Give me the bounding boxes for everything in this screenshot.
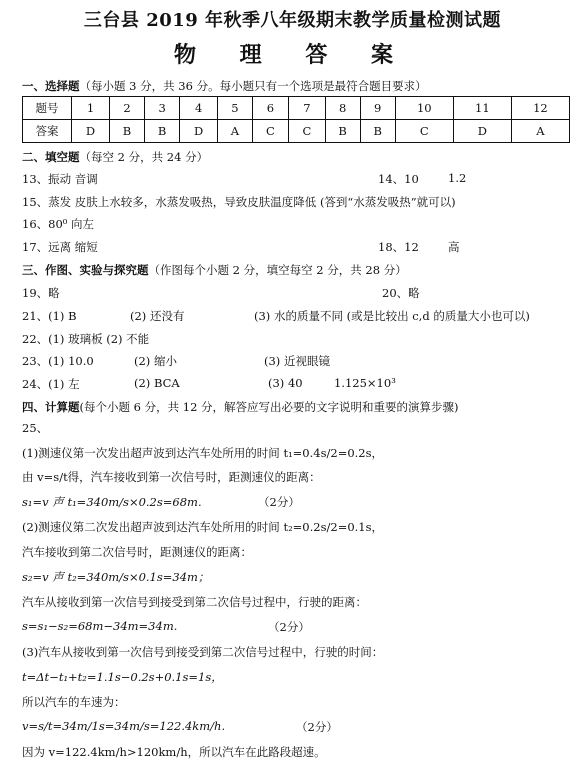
section-3-note: （作图每个小题 2 分，填空每空 2 分，共 28 分）	[148, 263, 407, 277]
section-1-note: （每小题 3 分，共 36 分。每小题只有一个选项是最符合题目要求）	[79, 79, 427, 93]
solution-line: t=Δt−t₁+t₂=1.1s−0.2s+0.1s=1s，	[22, 670, 223, 684]
section-2-header	[22, 149, 208, 165]
table-row-numbers	[23, 97, 570, 120]
answer-line: (3) 水的质量不同 (或是比较出 c,d 的质量大小也可以)	[254, 309, 530, 323]
table-cell: B	[360, 120, 395, 143]
table-cell: 3	[145, 97, 180, 120]
question-number: 25、	[22, 421, 49, 435]
table-cell: 8	[325, 97, 360, 120]
table-cell: B	[325, 120, 360, 143]
section-3-header	[22, 262, 407, 278]
solution-line: 所以汽车的车速为：	[22, 695, 126, 709]
answer-line: 22、(1) 玻璃板 (2) 不能	[22, 332, 150, 346]
answer-line: 23、(1) 10.0	[22, 354, 94, 368]
table-cell: D	[453, 120, 511, 143]
answer-table	[22, 96, 570, 143]
table-cell: 1	[72, 97, 110, 120]
table-cell: 6	[252, 97, 288, 120]
table-label-number: 题号	[23, 97, 72, 120]
table-cell: 2	[109, 97, 144, 120]
section-4-note: (每个小题 6 分，共 12 分，解答应写出必要的文字说明和重要的演算步骤)	[79, 400, 459, 414]
table-cell: B	[109, 120, 144, 143]
table-row-answers	[23, 120, 570, 143]
table-cell: 11	[453, 97, 511, 120]
solution-line: (2)测速仪第二次发出超声波到达汽车处所用的时间 t₂=0.2s/2=0.1s，	[22, 520, 384, 534]
solution-line: 由 v=s/t得，汽车接收到第一次信号时，距测速仪的距离：	[22, 470, 321, 484]
section-2-title: 二、填空题	[22, 150, 80, 164]
solution-line: s=s₁−s₂=68m−34m=34m.	[22, 619, 178, 633]
score-note: （2分）	[258, 495, 300, 509]
solution-line: 因为 v=122.4km/h>120km/h，所以汽车在此路段超速。	[22, 745, 326, 759]
solution-line: s₁=v 声 t₁=340m/s×0.2s=68m.	[22, 495, 202, 509]
table-cell: 4	[180, 97, 218, 120]
table-label-answer: 答案	[23, 120, 72, 143]
answer-line: (2) BCA	[134, 376, 180, 390]
solution-line: 汽车从接收到第一次信号到接受到第二次信号过程中，行驶的距离：	[22, 595, 367, 609]
answer-line: (3) 近视眼镜	[264, 354, 330, 368]
table-cell: C	[395, 120, 453, 143]
solution-line: (3)汽车从接收到第一次信号到接受到第二次信号过程中，行驶的时间：	[22, 645, 384, 659]
answer-line: 18、12	[378, 240, 419, 254]
answer-line: 16、80⁰ 向左	[22, 217, 95, 231]
table-cell: B	[145, 120, 180, 143]
table-cell: 9	[360, 97, 395, 120]
solution-line: 汽车接收到第二次信号时，距测速仪的距离：	[22, 545, 252, 559]
answer-line: 17、远离 缩短	[22, 240, 98, 254]
answer-line: 14、10	[378, 172, 419, 186]
answer-line: 20、略	[382, 286, 420, 300]
table-cell: D	[180, 120, 218, 143]
table-cell: 7	[289, 97, 325, 120]
table-cell: C	[289, 120, 325, 143]
answer-line: 21、(1) B	[22, 309, 77, 323]
score-note: （2分）	[268, 620, 310, 634]
answer-line: (2) 还没有	[130, 309, 185, 323]
table-cell: 5	[218, 97, 253, 120]
answer-line: (3) 40	[268, 376, 303, 390]
answer-line: 19、略	[22, 286, 60, 300]
answer-line: 高	[448, 240, 460, 254]
answer-line: 24、(1) 左	[22, 377, 80, 391]
answer-line: 13、振动 音调	[22, 172, 98, 186]
solution-line: v=s/t=34m/1s=34m/s=122.4km/h.	[22, 719, 226, 733]
table-cell: 12	[511, 97, 569, 120]
answer-line: 1.125×10³	[334, 376, 396, 390]
section-1-title: 一、选择题	[22, 79, 80, 93]
section-4-title: 四、计算题	[22, 400, 80, 414]
answer-line: 15、蒸发 皮肤上水较多，水蒸发吸热，导致皮肤温度降低 (答到“水蒸发吸热”就可以)	[22, 195, 456, 209]
exam-subtitle: 物 理 答 案	[174, 42, 411, 68]
table-cell: D	[72, 120, 110, 143]
table-cell: 10	[395, 97, 453, 120]
table-cell: C	[252, 120, 288, 143]
answer-line: 1.2	[448, 171, 467, 185]
score-note: （2分）	[296, 720, 338, 734]
section-4-header	[22, 399, 459, 415]
section-1-header	[22, 78, 427, 94]
table-cell: A	[511, 120, 569, 143]
exam-title: 三台县 2019 年秋季八年级期末教学质量检测试题	[83, 10, 502, 31]
section-2-note: （每空 2 分，共 24 分）	[79, 150, 209, 164]
solution-line: s₂=v 声 t₂=340m/s×0.1s=34m；	[22, 570, 210, 584]
section-3-title: 三、作图、实验与探究题	[22, 263, 149, 277]
solution-line: (1)测速仪第一次发出超声波到达汽车处所用的时间 t₁=0.4s/2=0.2s，	[22, 446, 384, 460]
table-cell: A	[218, 120, 253, 143]
answer-line: (2) 缩小	[134, 354, 177, 368]
